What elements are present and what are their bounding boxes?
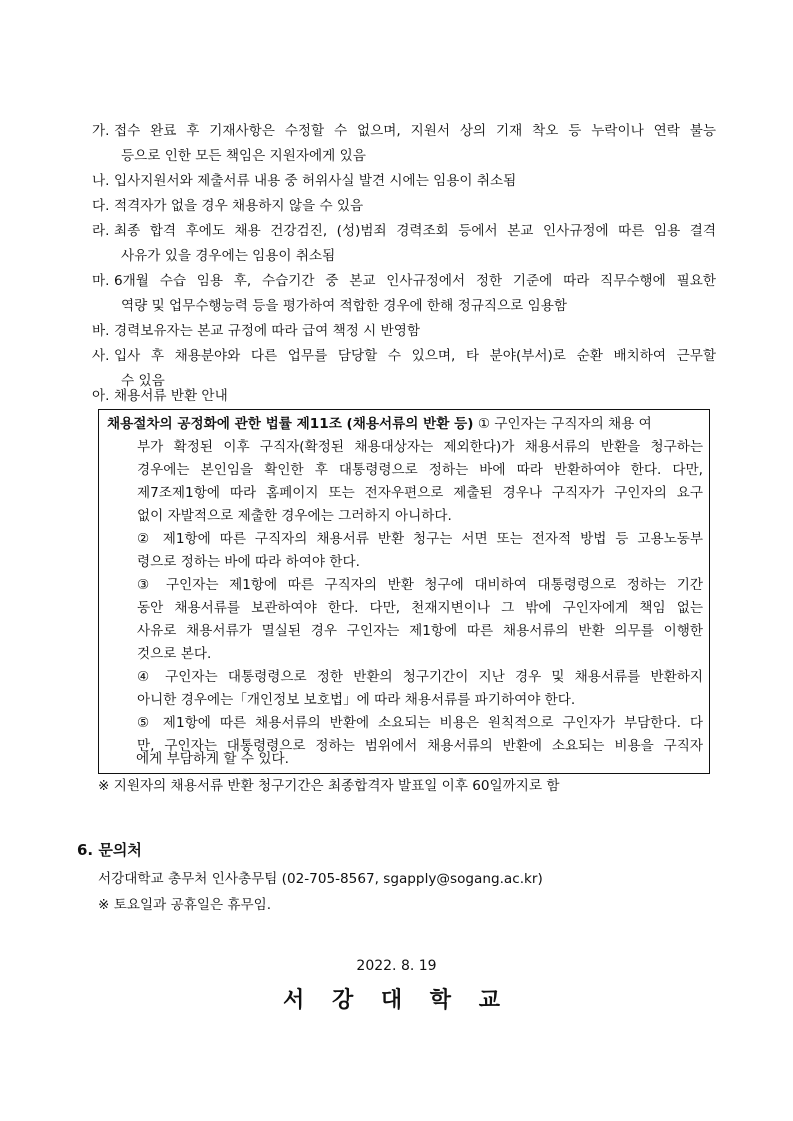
notice-text: 6개월 수습 임용 후, 수습기간 중 본교 인사규정에서 정한 기준에 따라 직무수행에 필요한 bbox=[114, 273, 716, 289]
notice-text: 입사지원서와 제출서류 내용 중 허위사실 발견 시에는 임용이 취소됨 bbox=[114, 173, 517, 189]
return-note: ※ 지원자의 채용서류 반환 청구기간은 최종합격자 발표일 이후 60일까지로 함 bbox=[98, 778, 560, 794]
notice-text: 경력보유자는 본교 규정에 따라 급여 책정 시 반영함 bbox=[114, 323, 421, 339]
law-line: 것으로 본다. bbox=[137, 646, 212, 662]
notice-marker: 바. bbox=[92, 323, 110, 339]
holiday-note: ※ 토요일과 공휴일은 휴무임. bbox=[98, 897, 272, 913]
notice-marker: 가. bbox=[92, 123, 110, 139]
notice-item-na bbox=[92, 170, 716, 192]
law-line: ③ 구인자는 제1항에 따른 구직자의 반환 청구에 대비하여 대통령령으로 정하는 기간 bbox=[137, 577, 703, 593]
notice-text: 접수 완료 후 기재사항은 수정할 수 없으며, 지원서 상의 기재 착오 등 누락이나 연락 불능 bbox=[114, 123, 716, 139]
notice-text: 입사 후 채용분야와 다른 업무를 담당할 수 있으며, 타 분야(부서)로 순환 배치하여 근무할 bbox=[114, 348, 716, 364]
law-line: ② 제1항에 따른 구직자의 채용서류 반환 청구는 서면 또는 전자적 방법 등 고용노동부 bbox=[137, 531, 703, 547]
notice-marker: 사. bbox=[92, 348, 110, 364]
notice-text: 적격자가 없을 경우 채용하지 않을 수 있음 bbox=[114, 198, 364, 214]
law-line: 만, 구인자는 대통령령으로 정하는 범위에서 채용서류의 반환에 소요되는 비용을 구직자 bbox=[137, 738, 703, 754]
notice-item-ba bbox=[92, 320, 716, 342]
notice-text: 최종 합격 후에도 채용 건강검진, (성)범죄 경력조회 등에서 본교 인사규정에 따른 임용 결격 bbox=[114, 223, 716, 239]
law-box bbox=[98, 409, 710, 774]
law-line: 동안 채용서류를 보관하여야 한다. 다만, 천재지변이나 그 밖에 구인자에게 책임 없는 bbox=[137, 600, 703, 616]
law-clause-text: ① 구인자는 구직자의 채용 여 bbox=[477, 416, 652, 432]
law-line: 부가 확정된 이후 구직자(확정된 채용대상자는 제외한다)가 채용서류의 반환을 청구하는 bbox=[137, 439, 703, 455]
notice-marker: 아. bbox=[92, 388, 110, 404]
law-line: 사유로 채용서류가 멸실된 경우 구인자는 제1항에 따른 채용서류의 반환 의무를 이행한 bbox=[137, 623, 703, 639]
law-line: 없이 자발적으로 제출한 경우에는 그러하지 아니하다. bbox=[137, 508, 452, 524]
notice-item-ga bbox=[92, 120, 716, 142]
notice-continuation: 역량 및 업무수행능력 등을 평가하여 적합한 경우에 한해 정규직으로 임용함 bbox=[121, 298, 567, 314]
notice-item-a bbox=[92, 385, 716, 407]
contact-line: 서강대학교 총무처 인사총무팀 (02-705-8567, sgapply@sogang.ac.kr) bbox=[98, 871, 543, 887]
notice-marker: 마. bbox=[92, 273, 110, 289]
notice-marker: 라. bbox=[92, 223, 110, 239]
law-line: ④ 구인자는 대통령령으로 정한 반환의 청구기간이 지난 경우 및 채용서류를 반환하지 bbox=[137, 669, 703, 685]
law-title: 채용절차의 공정화에 관한 법률 제11조 (채용서류의 반환 등) bbox=[107, 416, 474, 432]
notice-item-ra bbox=[92, 220, 716, 242]
notice-marker: 다. bbox=[92, 198, 110, 214]
notice-item-ma bbox=[92, 270, 716, 292]
notice-continuation: 등으로 인한 모든 책임은 지원자에게 있음 bbox=[121, 148, 366, 164]
law-line: 에게 부담하게 할 수 있다. bbox=[136, 751, 289, 767]
document-date: 2022. 8. 19 bbox=[356, 958, 437, 974]
law-box-first-line bbox=[107, 413, 701, 435]
law-line: ⑤ 제1항에 따른 채용서류의 반환에 소요되는 비용은 원칙적으로 구인자가 부담한다. 다 bbox=[137, 715, 703, 731]
notice-continuation: 사유가 있을 경우에는 임용이 취소됨 bbox=[121, 248, 336, 264]
law-line: 제7조제1항에 따라 홈페이지 또는 전자우편으로 제출된 경우나 구직자가 구인자의 요구 bbox=[137, 485, 703, 501]
law-line: 경우에는 본인임을 확인한 후 대통령령으로 정하는 바에 따라 반환하여야 한다. 다만, bbox=[137, 462, 703, 478]
school-name: 서 강 대 학 교 bbox=[283, 988, 510, 1013]
law-line: 아니한 경우에는「개인정보 보호법」에 따라 채용서류를 파기하여야 한다. bbox=[137, 692, 576, 708]
notice-continuation: 수 있음 bbox=[121, 373, 165, 389]
notice-text: 채용서류 반환 안내 bbox=[114, 388, 228, 404]
law-line: 령으로 정하는 바에 따라 하여야 한다. bbox=[137, 554, 360, 570]
notice-item-sa bbox=[92, 345, 716, 367]
notice-item-da bbox=[92, 195, 716, 217]
notice-marker: 나. bbox=[92, 173, 110, 189]
contact-heading: 6. 문의처 bbox=[77, 841, 142, 859]
